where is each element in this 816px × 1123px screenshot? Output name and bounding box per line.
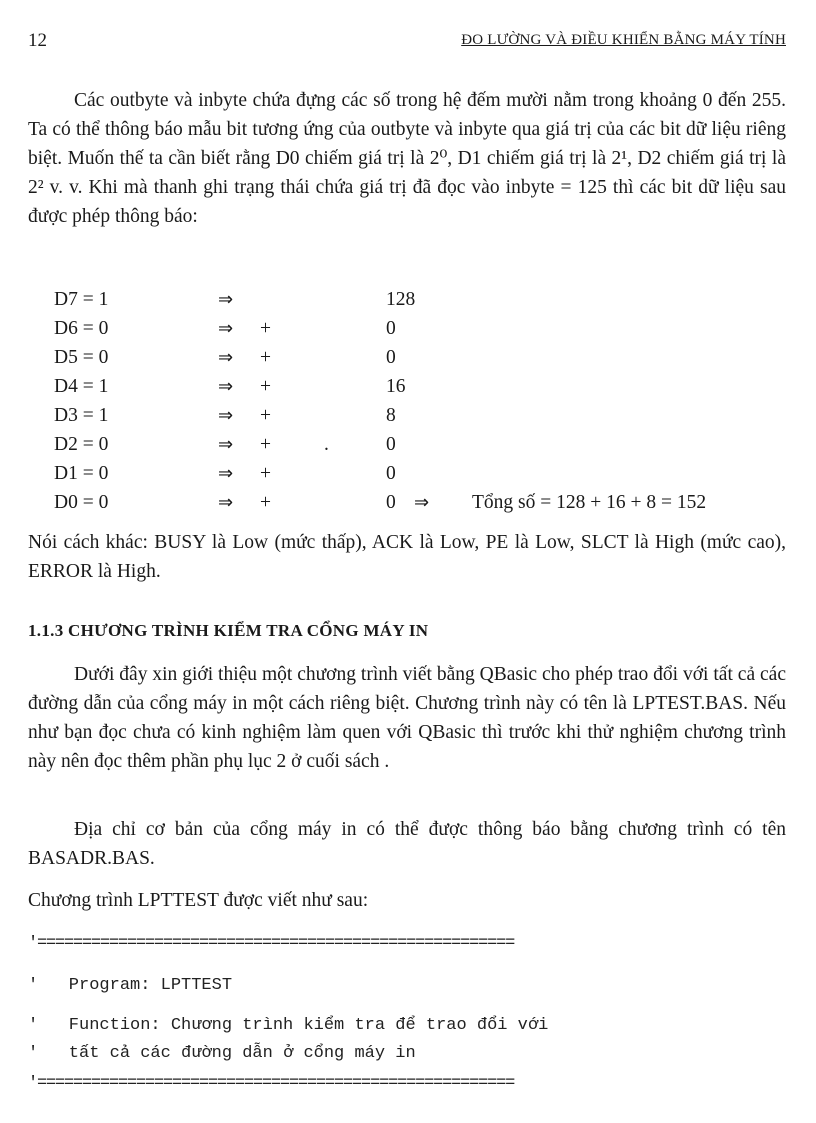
bit-row xyxy=(54,343,794,372)
bit-value: 16 xyxy=(386,376,406,397)
section-paragraph-1-text: Dưới đây xin giới thiệu một chương trình viết bằng QBasic cho phép trao đổi với tất cả các đường dẫn của cổng máy in một cách riêng biệt. Chương trình này có tên là LPTEST.BAS. Nếu như bạn đọc chưa có kinh nghiệm làm quen với QBasic thì trước khi thử nghiệm chương trình này nên đọc thêm phần phụ lục 2 ở cuối sách . xyxy=(28,664,786,772)
plus-sign: + xyxy=(260,434,271,455)
bit-row xyxy=(54,314,794,343)
program-intro-text: Chương trình LPTTEST được viết như sau: xyxy=(28,890,369,911)
section-paragraph-2 xyxy=(28,815,786,873)
bit-row xyxy=(54,459,794,488)
intro-paragraph xyxy=(28,86,786,231)
implies-arrow-icon: ⇒ xyxy=(218,463,234,484)
plus-sign: + xyxy=(260,405,271,426)
program-intro xyxy=(28,886,786,915)
plus-sign: + xyxy=(260,463,271,484)
bit-row xyxy=(54,430,794,459)
implies-arrow-icon: ⇒ xyxy=(218,492,234,513)
bit-row xyxy=(54,285,794,314)
bit-label: D7 = 1 xyxy=(54,289,109,310)
code-line: ' tất cả các đường dẫn ở cổng máy in xyxy=(28,1044,416,1063)
bit-row xyxy=(54,401,794,430)
bit-value: 0 xyxy=(386,318,396,339)
bit-value: 0 xyxy=(386,434,396,455)
plus-sign: + xyxy=(260,347,271,368)
implies-arrow-icon: ⇒ xyxy=(218,289,234,310)
running-title: ĐO LƯỜNG VÀ ĐIỀU KHIỂN BẰNG MÁY TÍNH xyxy=(461,32,786,48)
implies-arrow-icon: ⇒ xyxy=(218,347,234,368)
plus-sign: + xyxy=(260,318,271,339)
page-number: 12 xyxy=(28,30,47,51)
bit-label: D3 = 1 xyxy=(54,405,109,426)
section-paragraph-2-text: Địa chỉ cơ bản của cổng máy in có thể được thông báo bằng chương trình có tên BASADR.BAS. xyxy=(28,819,786,869)
bit-label: D4 = 1 xyxy=(54,376,109,397)
bit-total: Tổng số = 128 + 16 + 8 = 152 xyxy=(472,492,707,513)
page-header xyxy=(28,30,786,54)
plus-sign: + xyxy=(260,376,271,397)
implies-arrow-icon: ⇒ xyxy=(218,405,234,426)
bit-value: 0 xyxy=(386,347,396,368)
section-paragraph-1 xyxy=(28,660,786,776)
bit-row xyxy=(54,372,794,401)
implies-arrow-icon: ⇒ xyxy=(218,318,234,339)
stray-dot: . xyxy=(324,434,329,455)
bit-row xyxy=(54,488,794,517)
plus-sign: + xyxy=(260,492,271,513)
bit-label: D6 = 0 xyxy=(54,318,109,339)
code-line: ' Program: LPTTEST xyxy=(28,976,233,995)
section-heading: 1.1.3 CHƯƠNG TRÌNH KIỂM TRA CỔNG MÁY IN xyxy=(28,621,429,640)
bit-label: D5 = 0 xyxy=(54,347,109,368)
bit-value: 8 xyxy=(386,405,396,426)
bit-value: 128 xyxy=(386,289,416,310)
bit-label: D0 = 0 xyxy=(54,492,109,513)
bit-value: 0 xyxy=(386,492,396,513)
bit-label: D1 = 0 xyxy=(54,463,109,484)
code-comment-rule: '===================================================== xyxy=(28,1074,515,1093)
bit-label: D2 = 0 xyxy=(54,434,109,455)
code-comment-rule: '===================================================== xyxy=(28,934,515,953)
bit-value: 0 xyxy=(386,463,396,484)
summary-paragraph-text: Nói cách khác: BUSY là Low (mức thấp), ACK là Low, PE là Low, SLCT là High (mức cao), ERROR là High. xyxy=(28,532,786,582)
intro-paragraph-text: Các outbyte và inbyte chứa đựng các số trong hệ đếm mười nằm trong khoảng 0 đến 255. Ta có thể thông báo mẫu bit tương ứng của outbyte và inbyte qua giá trị của các bit dữ liệu riêng biệt. Muốn thế ta cần biết rằng D0 chiếm giá trị là 2⁰, D1 chiếm giá trị là 2¹, D2 chiếm giá trị là 2² v. v. Khi mà thanh ghi trạng thái chứa giá trị đã đọc vào inbyte = 125 thì các bit dữ liệu sau được phép thông báo: xyxy=(28,90,786,227)
code-line: ' Function: Chương trình kiểm tra để trao đổi với xyxy=(28,1016,549,1035)
implies-arrow-icon: ⇒ xyxy=(218,434,234,455)
summary-paragraph xyxy=(28,528,786,586)
implies-arrow-icon: ⇒ xyxy=(218,376,234,397)
implies-arrow-icon: ⇒ xyxy=(414,492,430,513)
